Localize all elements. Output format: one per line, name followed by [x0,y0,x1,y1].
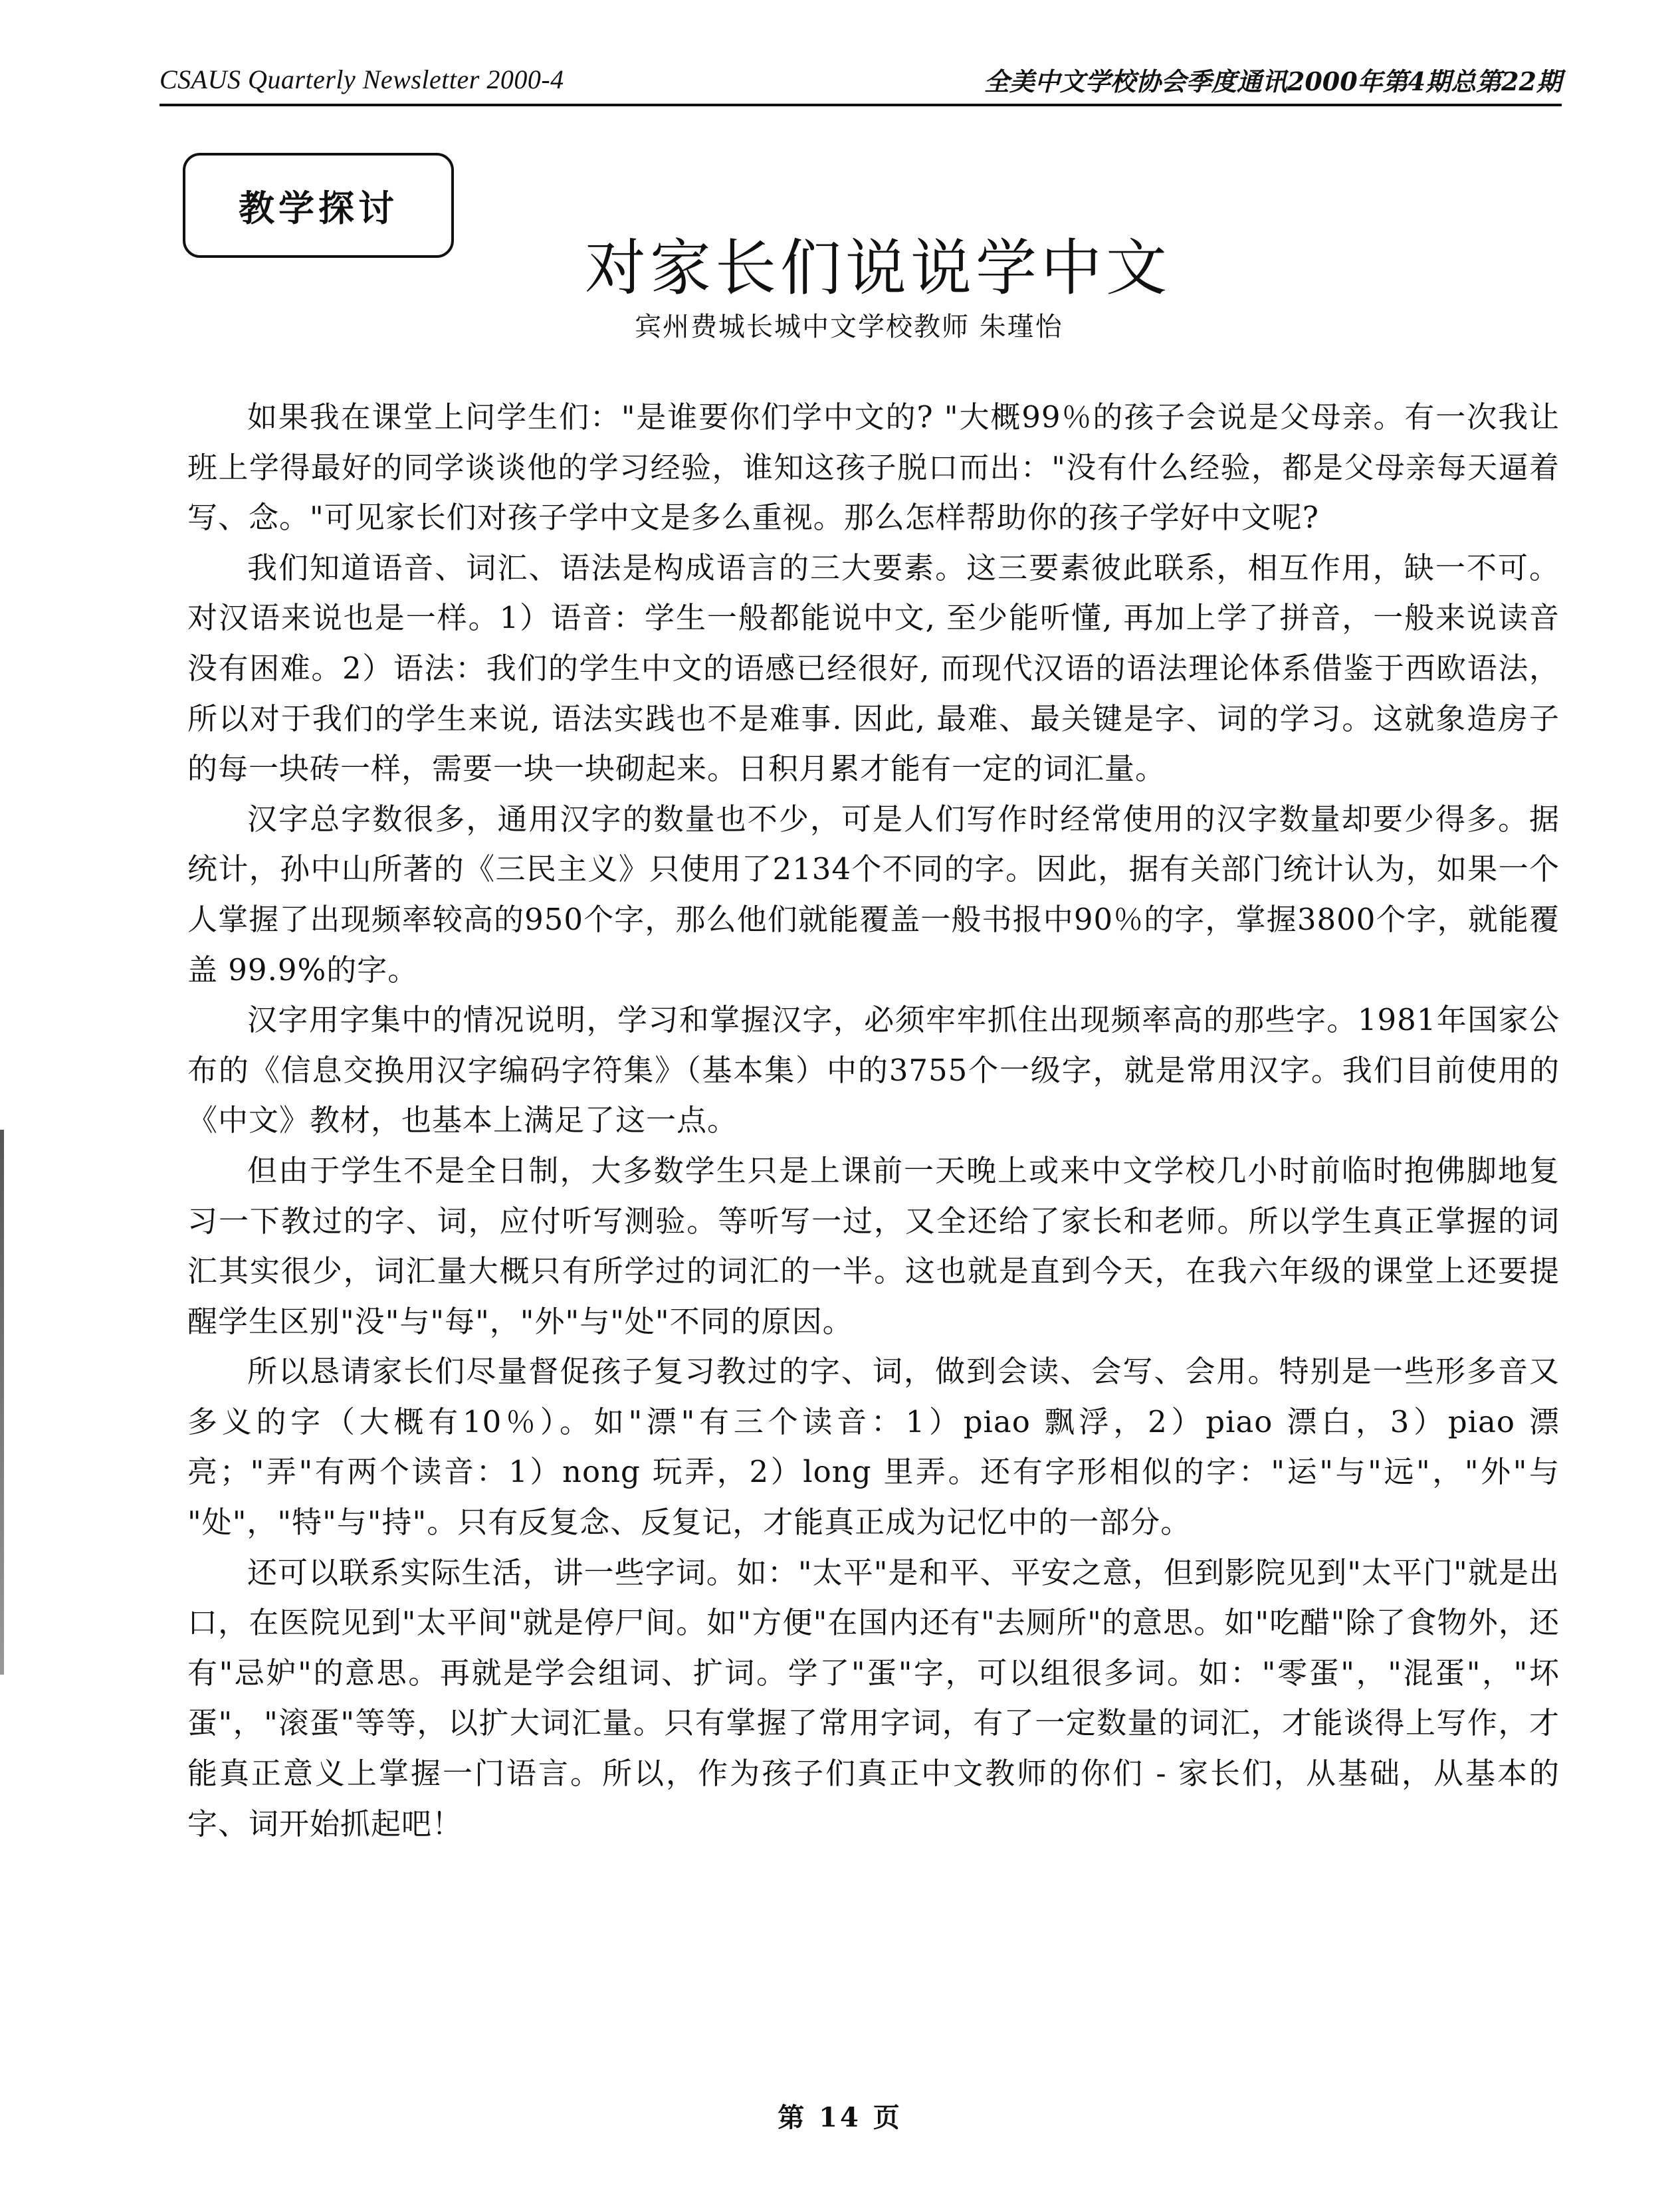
scan-edge-mark [0,1130,4,1675]
page-header [159,57,1562,106]
section-label: 教学探讨 [239,187,398,229]
paragraph: 还可以联系实际生活，讲一些字词。如："太平"是和平、平安之意，但到影院见到"太平门"就是出口，在医院见到"太平间"就是停尸间。如"方便"在国内还有"去厕所"的意思。如"吃醋"除了食物外，还有"忌妒"的意思。再就是学会组词、扩词。学了"蛋"字，可以组很多词。如："零蛋"，"混蛋"，"坏蛋"，"滚蛋"等等，以扩大词汇量。只有掌握了常用字词，有了一定数量的词汇，才能谈得上写作，才能真正意义上掌握一门语言。所以，作为孩子们真正中文教师的你们 - 家长们，从基础，从基本的字、词开始抓起吧！ [187,1554,1560,1841]
paragraph: 但由于学生不是全日制，大多数学生只是上课前一天晚上或来中文学校几小时前临时抱佛脚地复习一下教过的字、词，应付听写测验。等听写一过，又全还给了家长和老师。所以学生真正掌握的词汇其实很少，词汇量大概只有所学过的词汇的一半。这也就是直到今天，在我六年级的课堂上还要提醒学生区别"没"与"每"，"外"与"处"不同的原因。 [187,1152,1560,1339]
article-title: 对家长们说说学中文 [585,233,1172,304]
paragraph: 汉字用字集中的情况说明，学习和掌握汉字，必须牢牢抓住出现频率高的那些字。1981年国家公布的《信息交换用汉字编码字符集》（基本集）中的3755个一级字，就是常用汉字。我们目前使用的《中文》教材，也基本上满足了这一点。 [187,1002,1560,1138]
header-newsletter-name: CSAUS Quarterly Newsletter 2000-4 [159,64,564,94]
section-label-box [183,153,454,258]
paragraph: 所以恳请家长们尽量督促孩子复习教过的字、词，做到会读、会写、会用。特别是一些形多音又多义的字（大概有10％）。如"漂"有三个读音：1）piao 飘浮，2）piao 漂白，3）piao 漂亮；"弄"有两个读音：1）nong 玩弄，2）long 里弄。还有字形相似的字："运"与"远"，"外"与 "处"，"特"与"持"。只有反复念、反复记，才能真正成为记忆中的一部分。 [187,1354,1560,1540]
paragraph: 汉字总字数很多，通用汉字的数量也不少，可是人们写作时经常使用的汉字数量却要少得多。据统计，孙中山所著的《三民主义》只使用了2134个不同的字。因此，据有关部门统计认为，如果一个人掌握了出现频率较高的950个字，那么他们就能覆盖一般书报中90％的字，掌握3800个字，就能覆盖 99.9%的字。 [187,801,1560,988]
paragraph: 如果我在课堂上问学生们："是谁要你们学中文的? "大概99％的孩子会说是父母亲。有一次我让班上学得最好的同学谈谈他的学习经验，谁知这孩子脱口而出："没有什么经验，都是父母亲每天逼着写、念。"可见家长们对孩子学中文是多么重视。那么怎样帮助你的孩子学好中文呢? [187,399,1560,536]
header-issue-info: 全美中文学校协会季度通讯2000年第4期总第22期 [984,66,1562,96]
article-body [187,392,1560,1849]
paragraph: 我们知道语音、词汇、语法是构成语言的三大要素。这三要素彼此联系，相互作用，缺一不可。对汉语来说也是一样。1）语音：学生一般都能说中文, 至少能听懂, 再加上学了拼音，一般来说读音没有困难。2）语法：我们的学生中文的语感已经很好, 而现代汉语的语法理论体系借鉴于西欧语法，所以对于我们的学生来说, 语法实践也不是难事. 因此, 最难、最关键是字、词的学习。这就象造房子的每一块砖一样，需要一块一块砌起来。日积月累才能有一定的词汇量。 [187,550,1560,787]
article-byline: 宾州费城长城中文学校教师 朱瑾怡 [635,312,1063,342]
page-number: 第 14 页 [778,2102,902,2133]
